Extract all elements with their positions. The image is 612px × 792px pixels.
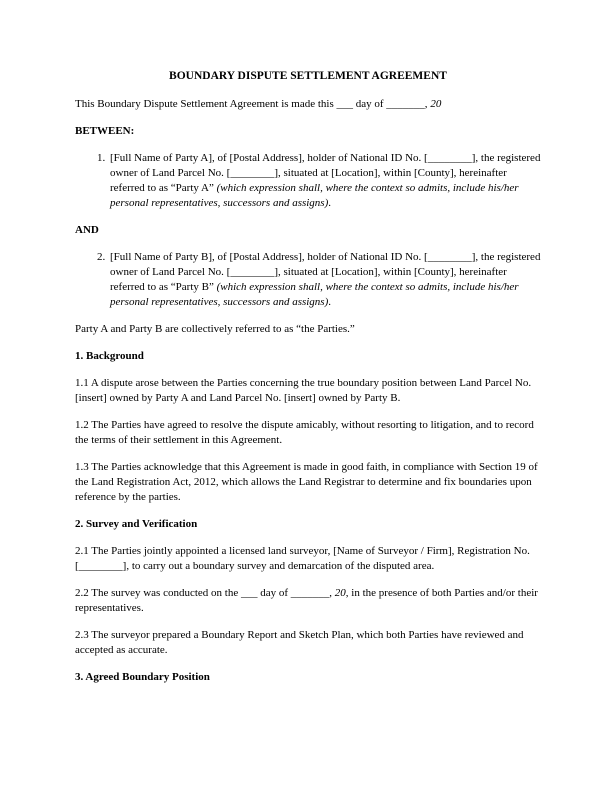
clause-2-2 [75,586,541,616]
party-b-period: . [328,296,331,308]
between-label: BETWEEN: [75,125,135,137]
intro-year-italic: 20 [430,98,442,110]
party-a-proviso-italic: (which expression shall, where the context so admits, include his/her personal representatives, successors and assigns) [110,182,519,209]
clause-1-1: 1.1 A dispute arose between the Parties concerning the true boundary position between Land Parcel No. [insert] owned by Party A and Land Parcel No. [insert] owned by Party B. [75,377,532,404]
section-3-heading: 3. Agreed Boundary Position [75,671,210,683]
and-label: AND [75,224,99,236]
section-2-heading: 2. Survey and Verification [75,518,198,530]
party-a-text: [Full Name of Party A], of [Postal Address], holder of National ID No. [________], the registered owner of Land Parcel No. [________], situated at [Location], within [County], hereinafter referred to as “Party A” [110,152,541,194]
clause-2-2-year-italic: 20 [334,587,346,599]
parties-collective-statement: Party A and Party B are collectively referred to as “the Parties.” [75,323,355,335]
clause-1-2: 1.2 The Parties have agreed to resolve the dispute amicably, without resorting to litigation, and to record the terms of their settlement in this Agreement. [75,419,534,446]
clause-2-1: 2.1 The Parties jointly appointed a licensed land surveyor, [Name of Surveyor / Firm], Registration No. [________], to carry out a boundary survey and demarcation of the disputed area. [75,545,530,572]
party-b-proviso-italic: (which expression shall, where the context so admits, include his/her personal representatives, successors and assigns) [110,281,519,308]
clause-1-3: 1.3 The Parties acknowledge that this Agreement is made in good faith, in compliance with Section 19 of the Land Registration Act, 2012, which allows the Land Registrar to determine and fix boundaries upon reference by the parties. [75,461,538,503]
document-title: BOUNDARY DISPUTE SETTLEMENT AGREEMENT [169,70,447,82]
party-a-number: 1. [97,152,106,164]
section-1-heading: 1. Background [75,350,144,362]
clause-2-3: 2.3 The surveyor prepared a Boundary Report and Sketch Plan, which both Parties have reviewed and accepted as accurate. [75,629,524,656]
intro-paragraph [75,97,541,112]
party-b-clause [75,250,541,310]
party-a-period: . [328,197,331,209]
clause-2-2-text: 2.2 The survey was conducted on the ___ day of _______, [75,587,335,599]
party-b-number: 2. [97,251,106,263]
party-a-clause [75,151,541,211]
party-b-text: [Full Name of Party B], of [Postal Address], holder of National ID No. [________], the registered owner of Land Parcel No. [________], situated at [Location], within [County], hereinafter referred to as “Party B” [110,251,541,293]
clause-2-2-rest: , in the presence of both Parties and/or their representatives. [75,587,538,614]
intro-text: This Boundary Dispute Settlement Agreement is made this ___ day of _______, [75,98,431,110]
